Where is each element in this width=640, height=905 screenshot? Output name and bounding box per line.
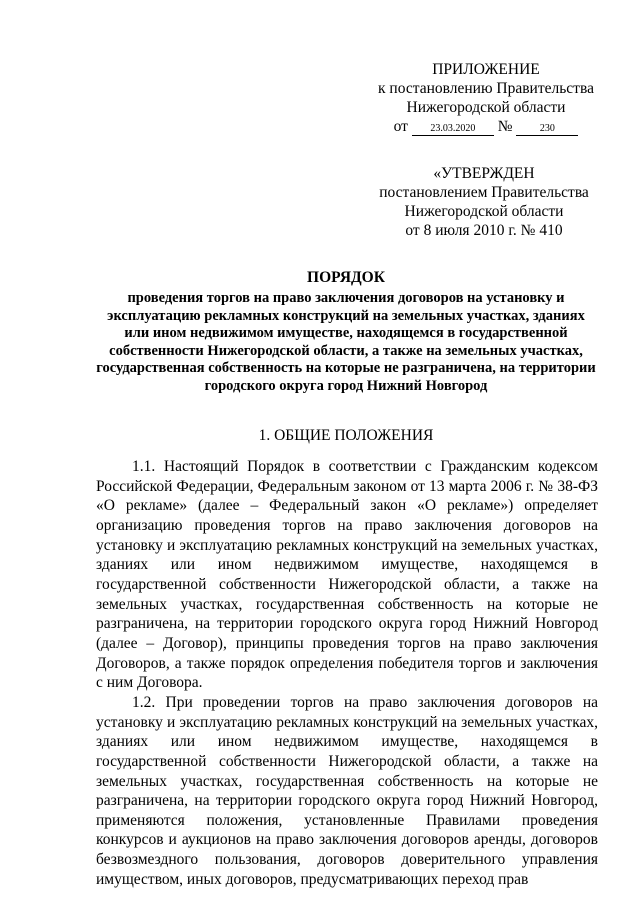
- approved-line-1: «УТВЕРЖДЕН: [433, 165, 535, 182]
- approved-line-2: постановлением Правительства: [379, 184, 589, 201]
- paragraph-1-2: 1.2. При проведении торгов на право заключения договоров на установку и эксплуатацию рекламных конструкций на земельных участках, зданиях или ином недвижимом имуществе, находящемся в государственной собственности Нижегородской области, а также на земельных участках, государственная собственность на которые не разграничена, на территории городского округа город Нижний Новгород, применяются положения, установленные Правилами проведения конкурсов и аукционов на право заключения договоров аренды, договоров безвозмездного пользования, договоров доверительного управления имуществом, иных договоров, предусматривающих переход прав: [96, 693, 598, 888]
- approved-line-4: от 8 июля 2010 г. № 410: [405, 222, 563, 239]
- approved-line-3: Нижегородской области: [404, 203, 564, 220]
- appendix-line-resolution: к постановлению Правительства: [378, 80, 594, 97]
- appendix-date-line: [370, 117, 602, 136]
- title-subtitle: проведения торгов на право заключения договоров на установку и эксплуатацию рекламных конструкций на земельных участках, зданиях или ином недвижимом имуществе, находящемся в государственной собственности Нижегородской области, а также на земельных участках, государственная собственность на которые не разграничена, на территории городского округа город Нижний Новгород: [96, 290, 596, 394]
- appendix-header: [370, 60, 602, 136]
- section-body: [96, 457, 598, 889]
- resolution-number: 230: [516, 123, 578, 136]
- paragraph-1-1: 1.1. Настоящий Порядок в соответствии с Гражданским кодексом Российской Федерации, Федеральным законом от 13 марта 2006 г. № 38-ФЗ «О рекламе» (далее – Федеральный закон «О рекламе») определяет организацию проведения торгов на право заключения договоров на установку и эксплуатацию рекламных конструкций на земельных участках, зданиях или ином недвижимом имуществе, находящемся в государственной собственности Нижегородской области, а также на земельных участках, государственная собственность на которые не разграничена, на территории городского округа город Нижний Новгород (далее – Договор), принципы проведения торгов на право заключения Договоров, а также порядок определения победителя торгов и заключения с ним Договора.: [96, 458, 598, 692]
- approved-header: [366, 164, 602, 240]
- appendix-line-region: Нижегородской области: [406, 99, 566, 116]
- number-label: №: [497, 118, 513, 135]
- from-label: от: [393, 118, 408, 135]
- document-title: [96, 268, 596, 396]
- resolution-date: 23.03.2020: [412, 123, 494, 136]
- title-main: ПОРЯДОК: [307, 269, 385, 286]
- section-heading: 1. ОБЩИЕ ПОЛОЖЕНИЯ: [258, 427, 434, 444]
- appendix-title: ПРИЛОЖЕНИЕ: [432, 61, 540, 78]
